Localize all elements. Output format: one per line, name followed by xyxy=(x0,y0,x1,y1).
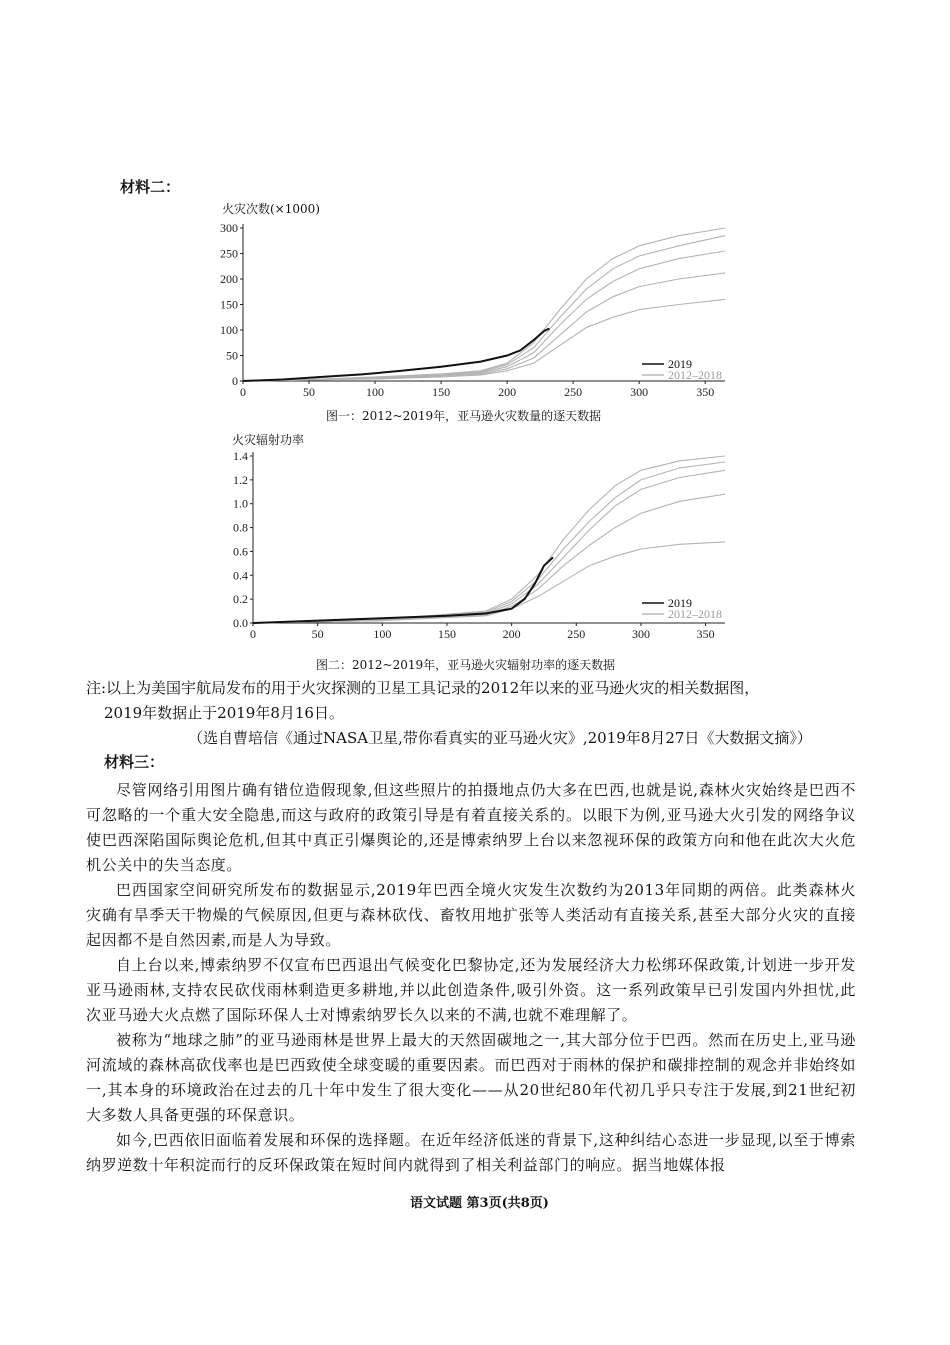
chart1-ylabel: 火灾次数(×1000) xyxy=(222,202,320,216)
paragraph-1: 尽管网络引用图片确有错位造假现象,但这些照片的拍摄地点仍大多在巴西,也就是说,森林火灾始终是巴西不可忽略的一个重大安全隐患,而这与政府的政策引导是有着直接关系的。以眼下为例,亚马逊大火引发的网络争议使巴西深陷国际舆论危机,但其中真正引爆舆论的,还是博索纳罗上台以来忽视环保的政策方向和他在此次大火危机公关中的失当态度。 xyxy=(86,781,856,874)
y-tick-label: 100 xyxy=(220,323,238,337)
note-line-2: 2019年数据止于2019年8月16日。 xyxy=(104,704,344,722)
x-tick-label: 350 xyxy=(696,385,715,399)
x-tick-label: 0 xyxy=(240,385,246,399)
note-line-1: 注:以上为美国宇航局发布的用于火灾探测的卫星工具记录的2012年以来的亚马逊火灾的相关数据图， xyxy=(86,679,760,697)
paragraph-5: 如今,巴西依旧面临着发展和环保的选择题。在近年经济低迷的背景下,这种纠结心态进一步显现,以至于博索纳罗逆数十年积淀而行的反环保政策在短时间内就得到了相关利益部门的响应。据当地媒体报 xyxy=(86,1131,856,1174)
series-2012-2018-line xyxy=(243,299,725,381)
y-tick-label: 300 xyxy=(220,221,238,235)
series-2019-line xyxy=(253,557,553,623)
page-footer: 语文试题 第3页(共8页) xyxy=(410,1196,549,1211)
material-2-label: 材料二： xyxy=(120,178,181,196)
x-tick-label: 100 xyxy=(373,627,392,641)
legend-2019-label: 2019 xyxy=(668,357,692,371)
source-citation: （选自曹培信《通过NASA卫星,带你看真实的亚马逊火灾》,2019年8月27日《大数据文摘》） xyxy=(188,729,812,747)
y-tick-label: 0.2 xyxy=(233,592,248,607)
y-tick-label: 0 xyxy=(232,374,238,388)
x-tick-label: 0 xyxy=(250,627,256,641)
paragraph-3: 自上台以来,博索纳罗不仅宣布巴西退出气候变化巴黎协定,还为发展经济大力松绑环保政策,计划进一步开发亚马逊雨林,支持农民砍伐雨林剩造更多耕地,并以此创造条件,吸引外资。这一系列政策早已引发国内外担忧,此次亚马逊大火点燃了国际环保人士对博索纳罗长久以来的不满,也就不难理解了。 xyxy=(86,956,856,1024)
series-2012-2018-line xyxy=(253,456,725,623)
x-tick-label: 200 xyxy=(502,627,521,641)
y-tick-label: 0.8 xyxy=(233,520,248,535)
x-tick-label: 50 xyxy=(311,627,324,641)
paragraph-4: 被称为“地球之肺”的亚马逊雨林是世界上最大的天然固碳地之一,其大部分位于巴西。然而在历史上,亚马逊河流域的森林高砍伐率也是巴西致使全球变暖的重要因素。而巴西对于雨林的保护和碳排控制的观念并非始终如一,其本身的环境政治在过去的几十年中发生了很大变化——从20世纪80年代初几乎只专注于发展,到21世纪初大多数人具备更强的环保意识。 xyxy=(86,1031,856,1124)
x-tick-label: 200 xyxy=(498,385,517,399)
paragraph-2: 巴西国家空间研究所发布的数据显示,2019年巴西全境火灾发生次数约为2013年同期的两倍。此类森林火灾确有旱季天干物燥的气候原因,但更与森林砍伐、畜牧用地扩张等人类活动有直接关系,甚至大部分火灾的直接起因都不是自然因素,而是人为导致。 xyxy=(86,881,856,949)
chart1-caption: 图一：2012~2019年，亚马逊火灾数量的逐天数据 xyxy=(326,409,602,423)
legend-2012-2018-label: 2012–2018 xyxy=(668,607,722,621)
y-tick-label: 1.0 xyxy=(233,496,248,511)
series-2012-2018-line xyxy=(253,462,725,623)
legend-2019-label: 2019 xyxy=(668,596,692,610)
x-tick-label: 50 xyxy=(303,385,316,399)
x-tick-label: 250 xyxy=(564,385,583,399)
series-2012-2018-line xyxy=(253,470,725,623)
x-tick-label: 300 xyxy=(630,385,649,399)
x-tick-label: 100 xyxy=(366,385,385,399)
y-tick-label: 250 xyxy=(220,246,238,261)
y-tick-label: 150 xyxy=(220,297,238,312)
series-2012-2018-line xyxy=(243,228,725,381)
x-tick-label: 250 xyxy=(567,627,586,641)
legend-2012-2018-label: 2012–2018 xyxy=(668,368,722,382)
chart1-fire-count xyxy=(205,215,745,405)
y-tick-label: 0.0 xyxy=(233,616,248,630)
y-tick-label: 200 xyxy=(220,272,238,286)
y-tick-label: 0.4 xyxy=(233,568,248,583)
y-tick-label: 0.6 xyxy=(233,544,248,559)
y-tick-label: 1.2 xyxy=(233,472,248,487)
chart2-caption: 图二：2012~2019年，亚马逊火灾辐射功率的逐天数据 xyxy=(316,658,616,672)
material-3-label: 材料三： xyxy=(104,753,165,771)
x-tick-label: 300 xyxy=(631,627,650,641)
x-tick-label: 350 xyxy=(696,627,715,641)
series-2019-line xyxy=(243,329,549,382)
chart2-fire-radiative-power xyxy=(205,445,745,645)
x-tick-label: 150 xyxy=(432,385,451,399)
y-tick-label: 1.4 xyxy=(233,449,248,463)
y-tick-label: 50 xyxy=(226,348,238,363)
x-tick-label: 150 xyxy=(437,627,456,641)
chart2-ylabel: 火灾辐射功率 xyxy=(232,433,305,447)
